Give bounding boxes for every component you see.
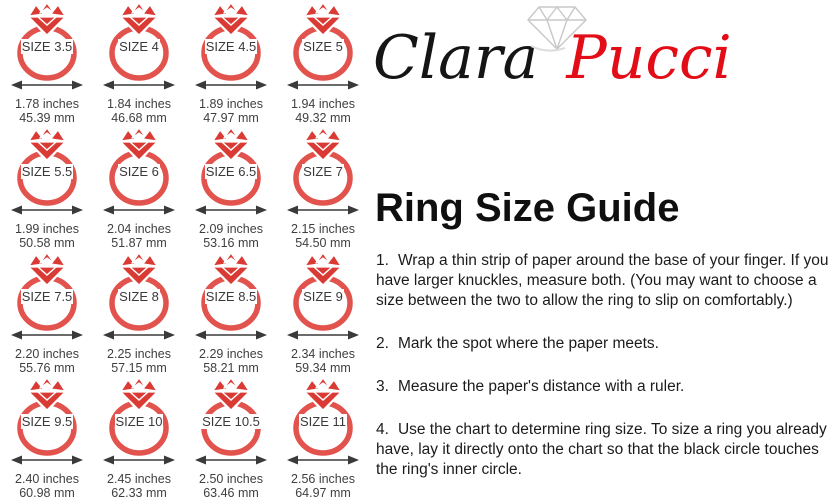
size-mm: 60.98 mm: [19, 486, 75, 500]
instruction-step: [376, 334, 835, 354]
size-mm: 51.87 mm: [111, 236, 167, 250]
ring-size-label: SIZE 6: [119, 164, 159, 179]
size-mm: 63.46 mm: [203, 486, 259, 500]
size-inches: 1.84 inches: [107, 97, 171, 111]
instruction-step: [376, 377, 835, 397]
ring-size-label: SIZE 11: [299, 414, 346, 429]
step-text: Wrap a thin strip of paper around the base of your finger. If you have larger knuckles, measure both. (You may want to choose a size between the two to allow the ring to slip on comfortably.): [376, 252, 829, 309]
size-mm: 62.33 mm: [111, 486, 167, 500]
ring-measurements: [107, 472, 171, 500]
ring-size-cell: [11, 3, 83, 128]
ring-measurements: [107, 97, 171, 125]
ring-size-label: SIZE 3.5: [21, 39, 73, 54]
ring-size-label: SIZE 9: [303, 289, 343, 304]
ring-size-label: SIZE 7.5: [21, 289, 73, 304]
ring-measurements: [199, 472, 263, 500]
ring-size-cell: [11, 128, 83, 253]
ring-size-cell: [103, 128, 175, 253]
ring-size-cell: [195, 128, 267, 253]
page-title: Ring Size Guide: [375, 186, 680, 230]
ring-size-cell: [195, 378, 267, 503]
ring-measurements: [15, 97, 79, 125]
brand-name-first: Clara: [373, 23, 539, 93]
instruction-step: [376, 251, 835, 311]
ring-measurements: [291, 347, 355, 375]
step-text: Mark the spot where the paper meets.: [397, 335, 659, 352]
ring-size-label: SIZE 8: [119, 289, 159, 304]
ring-icon: [196, 128, 266, 208]
ring-size-cell: [103, 3, 175, 128]
size-mm: 50.58 mm: [19, 236, 75, 250]
size-inches: 2.09 inches: [199, 222, 263, 236]
size-inches: 2.04 inches: [107, 222, 171, 236]
ring-icon: [12, 253, 82, 333]
ring-size-label: SIZE 4: [119, 39, 159, 54]
ring-icon: [12, 128, 82, 208]
ring-size-label: SIZE 4.5: [205, 39, 257, 54]
ring-size-label: SIZE 8.5: [205, 289, 257, 304]
size-inches: 1.99 inches: [15, 222, 79, 236]
ring-measurements: [15, 472, 79, 500]
size-inches: 2.45 inches: [107, 472, 171, 486]
ring-size-cell: [195, 3, 267, 128]
brand-logo: [373, 4, 793, 108]
ring-size-cell: [287, 378, 359, 503]
ring-measurements: [15, 347, 79, 375]
instructions: [376, 251, 835, 503]
size-inches: 2.15 inches: [291, 222, 355, 236]
ring-size-cell: [287, 253, 359, 378]
ring-measurements: [291, 222, 355, 250]
ring-size-label: SIZE 5: [303, 39, 343, 54]
ring-size-cell: [195, 253, 267, 378]
ring-measurements: [107, 222, 171, 250]
ring-icon: [104, 378, 174, 458]
ring-size-label: SIZE 10.5: [202, 414, 260, 429]
step-number: 1.: [376, 252, 389, 269]
size-mm: 49.32 mm: [295, 111, 351, 125]
ring-size-label: SIZE 7: [303, 164, 343, 179]
brand-name-last: Pucci: [566, 23, 732, 93]
ring-icon: [104, 253, 174, 333]
ring-size-cell: [103, 378, 175, 503]
ring-measurements: [15, 222, 79, 250]
ring-icon: [288, 3, 358, 83]
ring-size-cell: [287, 3, 359, 128]
ring-measurements: [291, 97, 355, 125]
ring-size-label: SIZE 6.5: [205, 164, 257, 179]
step-number: 2.: [376, 335, 389, 352]
size-inches: 2.29 inches: [199, 347, 263, 361]
step-text: Use the chart to determine ring size. To size a ring you already have, lay it directly onto the chart so that the black circle touches the ring's inner circle.: [376, 421, 827, 478]
ring-size-label: SIZE 10: [115, 414, 163, 429]
ring-icon: [288, 253, 358, 333]
ring-icon: [196, 253, 266, 333]
size-mm: 55.76 mm: [19, 361, 75, 375]
ring-measurements: [199, 97, 263, 125]
ring-size-label: SIZE 9.5: [21, 414, 73, 429]
size-mm: 46.68 mm: [111, 111, 167, 125]
ring-icon: [288, 128, 358, 208]
ring-measurements: [291, 472, 355, 500]
diamond-outline-icon: [525, 4, 589, 58]
ring-icon: [288, 378, 358, 458]
instruction-step: [376, 420, 835, 480]
size-mm: 54.50 mm: [295, 236, 351, 250]
size-inches: 2.56 inches: [291, 472, 355, 486]
ring-icon: [104, 128, 174, 208]
size-inches: 1.89 inches: [199, 97, 263, 111]
ring-icon: [196, 3, 266, 83]
ring-size-grid: [1, 3, 369, 503]
size-inches: 2.20 inches: [15, 347, 79, 361]
size-mm: 58.21 mm: [203, 361, 259, 375]
size-inches: 1.94 inches: [291, 97, 355, 111]
ring-size-cell: [11, 378, 83, 503]
step-text: Measure the paper's distance with a ruler.: [397, 378, 685, 395]
ring-measurements: [107, 347, 171, 375]
size-mm: 57.15 mm: [111, 361, 167, 375]
step-number: 4.: [376, 421, 389, 438]
ring-size-cell: [287, 128, 359, 253]
ring-icon: [196, 378, 266, 458]
ring-icon: [104, 3, 174, 83]
size-inches: 1.78 inches: [15, 97, 79, 111]
size-mm: 64.97 mm: [295, 486, 351, 500]
size-inches: 2.34 inches: [291, 347, 355, 361]
size-inches: 2.50 inches: [199, 472, 263, 486]
ring-icon: [12, 3, 82, 83]
step-number: 3.: [376, 378, 389, 395]
size-mm: 47.97 mm: [203, 111, 259, 125]
size-inches: 2.40 inches: [15, 472, 79, 486]
size-mm: 53.16 mm: [203, 236, 259, 250]
ring-size-label: SIZE 5.5: [21, 164, 73, 179]
ring-measurements: [199, 347, 263, 375]
size-mm: 45.39 mm: [19, 111, 75, 125]
ring-measurements: [199, 222, 263, 250]
ring-size-cell: [11, 253, 83, 378]
size-inches: 2.25 inches: [107, 347, 171, 361]
size-mm: 59.34 mm: [295, 361, 351, 375]
ring-size-cell: [103, 253, 175, 378]
ring-icon: [12, 378, 82, 458]
